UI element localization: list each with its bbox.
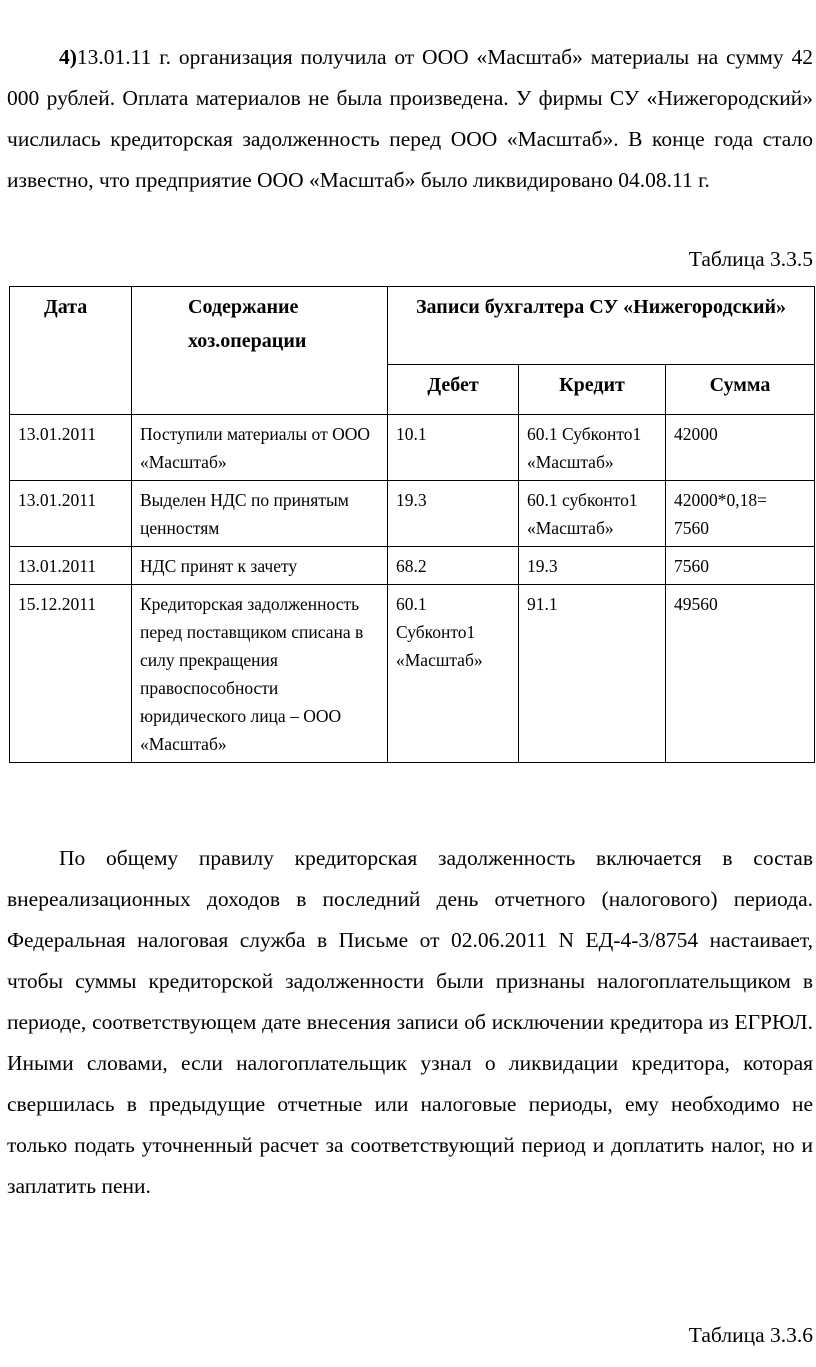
cell-amount: 7560 [666, 547, 815, 585]
next-table-caption: Таблица 3.3.6 [688, 1323, 813, 1347]
cell-content: НДС принят к зачету [132, 547, 388, 585]
cell-debit: 19.3 [388, 481, 519, 547]
table-row [10, 415, 815, 481]
cell-debit: 60.1 Субконто1 «Масштаб» [388, 585, 519, 763]
table-row [10, 547, 815, 585]
header-entries: Записи бухгалтера СУ «Нижегородский» [388, 287, 815, 365]
cell-amount: 42000 [666, 415, 815, 481]
accounting-table [9, 286, 815, 763]
table-row [10, 585, 815, 763]
table-caption: Таблица 3.3.5 [688, 247, 813, 271]
item-number: 4) [59, 45, 77, 69]
cell-date: 13.01.2011 [10, 415, 132, 481]
cell-credit: 91.1 [519, 585, 666, 763]
table-row [10, 481, 815, 547]
conclusion-paragraph [7, 838, 813, 1207]
cell-amount: 42000*0,18= 7560 [666, 481, 815, 547]
header-debit: Дебет [388, 365, 519, 415]
cell-credit: 19.3 [519, 547, 666, 585]
cell-content: Кредиторская задолженность перед поставщиком списана в силу прекращения правоспособности юридического лица – ООО «Масштаб» [132, 585, 388, 763]
header-content: Содержание хоз.операции [132, 287, 388, 415]
cell-debit: 68.2 [388, 547, 519, 585]
cell-date: 13.01.2011 [10, 547, 132, 585]
header-credit: Кредит [519, 365, 666, 415]
cell-content: Выделен НДС по принятым ценностям [132, 481, 388, 547]
intro-text: 13.01.11 г. организация получила от ООО «Масштаб» материалы на сумму 42 000 рублей. Оплата материалов не была произведена. У фирмы СУ «Нижегородский» числилась кредиторская задолженность перед ООО «Масштаб». В конце года стало известно, что предприятие ООО «Масштаб» было ликвидировано 04.08.11 г. [7, 45, 813, 192]
conclusion-text: По общему правилу кредиторская задолженность включается в состав внереализационных доходов в последний день отчетного (налогового) периода. Федеральная налоговая служба в Письме от 02.06.2011 N ЕД-4-3/8754 настаивает, чтобы суммы кредиторской задолженности были признаны налогоплательщиком в периоде, соответствующем дате внесения записи об исключении кредитора из ЕГРЮЛ. Иными словами, если налогоплательщик узнал о ликвидации кредитора, которая свершилась в предыдущие отчетные или налоговые периоды, ему необходимо не только подать уточненный расчет за соответствующий период и доплатить налог, но и заплатить пени. [7, 846, 813, 1198]
header-date: Дата [10, 287, 132, 415]
cell-amount: 49560 [666, 585, 815, 763]
header-amount: Сумма [666, 365, 815, 415]
cell-date: 13.01.2011 [10, 481, 132, 547]
cell-credit: 60.1 Субконто1 «Масштаб» [519, 415, 666, 481]
cell-content: Поступили материалы от ООО «Масштаб» [132, 415, 388, 481]
cell-date: 15.12.2011 [10, 585, 132, 763]
intro-paragraph [7, 37, 813, 201]
cell-credit: 60.1 субконто1 «Масштаб» [519, 481, 666, 547]
cell-debit: 10.1 [388, 415, 519, 481]
